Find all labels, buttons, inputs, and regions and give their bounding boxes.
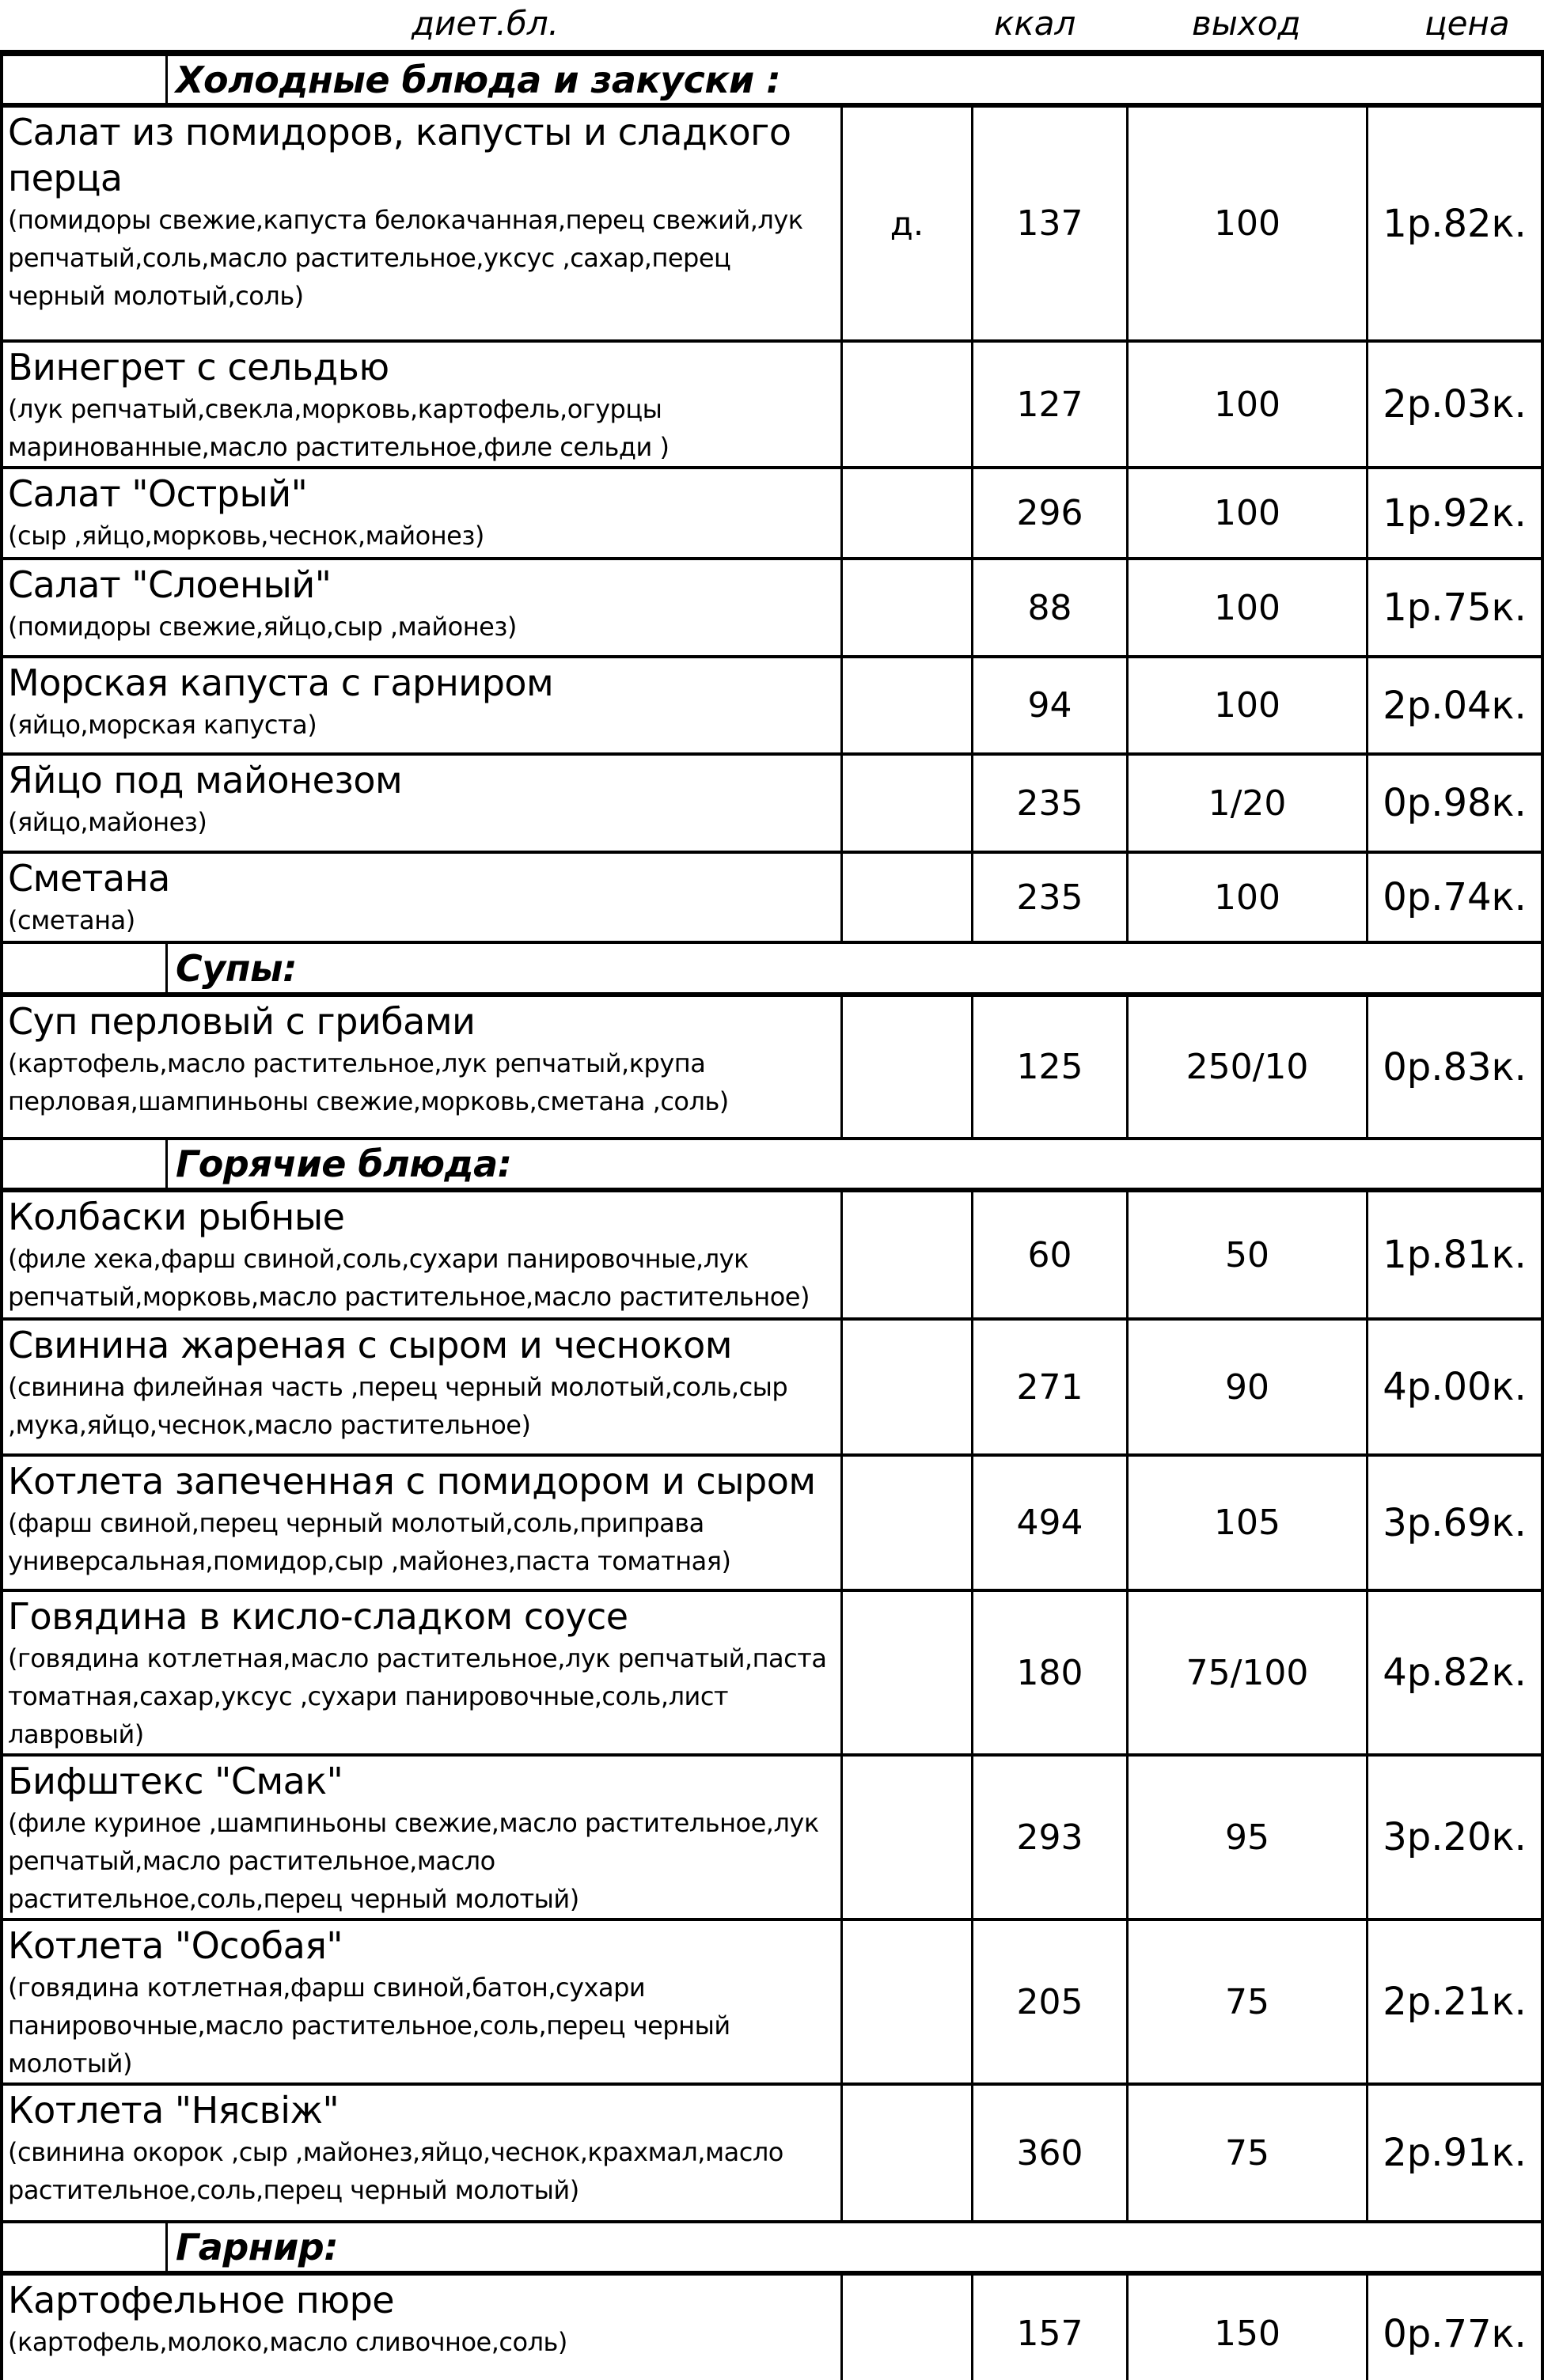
vyhod-cell: 100 (1126, 854, 1366, 941)
vyhod-cell: 100 (1126, 469, 1366, 557)
column-header-vyhod: выход (1192, 4, 1301, 43)
price-cell: 1р.81к. (1366, 1192, 1541, 1317)
dish-row-2 (3, 343, 1541, 469)
section-empty-cell (3, 1140, 165, 1188)
section-title-cold: Холодные блюда и закуски : (165, 56, 1541, 103)
kcal-cell: 94 (971, 658, 1126, 752)
dish-ingredients: (картофель,молоко,масло сливочное,соль) (8, 2327, 567, 2357)
kcal-cell: 88 (971, 560, 1126, 655)
kcal-cell: 205 (971, 1921, 1126, 2082)
vyhod-cell: 95 (1126, 1757, 1366, 1918)
diet-mark-cell (840, 469, 971, 557)
dish-row-5 (3, 658, 1541, 756)
dish-ingredients: (лук репчатый,свекла,морковь,картофель,огурцы маринованные,масло растительное,филе сельди ) (8, 394, 670, 462)
price-cell: 0р.74к. (1366, 854, 1541, 941)
vyhod-cell: 90 (1126, 1321, 1366, 1453)
dish-name: Морская капуста с гарниром (8, 661, 554, 704)
dish-name: Картофельное пюре (8, 2279, 395, 2321)
dish-row-1 (3, 108, 1541, 343)
kcal-cell: 296 (971, 469, 1126, 557)
diet-mark-cell (840, 2276, 971, 2380)
vyhod-cell: 150 (1126, 2276, 1366, 2380)
dish-ingredients: (сыр ,яйцо,морковь,чеснок,майонез) (8, 521, 484, 551)
dish-name: Салат "Острый" (8, 472, 308, 515)
price-cell: 0р.83к. (1366, 997, 1541, 1137)
kcal-cell: 157 (971, 2276, 1126, 2380)
diet-mark-cell (840, 343, 971, 466)
diet-mark-cell (840, 997, 971, 1137)
dish-row-14 (3, 1921, 1541, 2086)
dish-row-12 (3, 1592, 1541, 1757)
kcal-cell: 60 (971, 1192, 1126, 1317)
kcal-cell: 127 (971, 343, 1126, 466)
diet-mark-cell (840, 560, 971, 655)
dish-cell (3, 658, 840, 752)
price-cell: 2р.04к. (1366, 658, 1541, 752)
dish-cell (3, 108, 840, 339)
column-header-kcal: ккал (994, 4, 1076, 43)
diet-mark-cell: д. (840, 108, 971, 339)
dish-row-8 (3, 997, 1541, 1140)
section-empty-cell (3, 944, 165, 992)
diet-mark-cell (840, 1457, 971, 1589)
vyhod-cell: 100 (1126, 658, 1366, 752)
price-cell: 4р.00к. (1366, 1321, 1541, 1453)
dish-name: Суп перловый с грибами (8, 1000, 476, 1043)
kcal-cell: 125 (971, 997, 1126, 1137)
dish-row-15 (3, 2086, 1541, 2223)
vyhod-cell: 100 (1126, 560, 1366, 655)
dish-name: Салат из помидоров, капусты и сладкого перца (8, 111, 791, 199)
diet-mark-cell (840, 1592, 971, 1753)
dish-row-11 (3, 1457, 1541, 1592)
section-row-soups (3, 944, 1541, 997)
dish-ingredients: (свинина филейная часть ,перец черный молотый,соль,сыр ,мука,яйцо,чеснок,масло растительное) (8, 1372, 788, 1440)
dish-cell (3, 469, 840, 557)
vyhod-cell: 75 (1126, 2086, 1366, 2220)
section-row-cold (3, 56, 1541, 108)
dish-ingredients: (помидоры свежие,капуста белокачанная,перец свежий,лук репчатый,соль,масло растительное,уксус ,сахар,перец черный молотый,соль) (8, 205, 803, 311)
dish-name: Колбаски рыбные (8, 1196, 345, 1238)
price-cell: 2р.03к. (1366, 343, 1541, 466)
dish-name: Яйцо под майонезом (8, 759, 403, 802)
vyhod-cell: 75 (1126, 1921, 1366, 2082)
price-cell: 0р.77к. (1366, 2276, 1541, 2380)
diet-mark-cell (840, 1192, 971, 1317)
dish-row-10 (3, 1321, 1541, 1457)
dish-ingredients: (говядина котлетная,фарш свиной,батон,сухари панировочные,масло растительное,соль,перец черный молотый) (8, 1973, 730, 2079)
section-row-hot (3, 1140, 1541, 1192)
section-title-soups: Супы: (165, 944, 1541, 992)
dish-row-16 (3, 2276, 1541, 2380)
kcal-cell: 271 (971, 1321, 1126, 1453)
price-cell: 1р.82к. (1366, 108, 1541, 339)
vyhod-cell: 250/10 (1126, 997, 1366, 1137)
section-empty-cell (3, 2223, 165, 2271)
dish-ingredients: (картофель,масло растительное,лук репчатый,крупа перловая,шампиньоны свежие,морковь,сметана ,соль) (8, 1048, 729, 1116)
price-cell: 2р.91к. (1366, 2086, 1541, 2220)
dish-cell (3, 2086, 840, 2220)
kcal-cell: 235 (971, 756, 1126, 851)
dish-ingredients: (говядина котлетная,масло растительное,лук репчатый,паста томатная,сахар,уксус ,сухари панировочные,соль,лист лавровый) (8, 1643, 827, 1749)
dish-ingredients: (помидоры свежие,яйцо,сыр ,майонез) (8, 612, 517, 642)
vyhod-cell: 1/20 (1126, 756, 1366, 851)
price-cell: 3р.69к. (1366, 1457, 1541, 1589)
vyhod-cell: 75/100 (1126, 1592, 1366, 1753)
diet-mark-cell (840, 1321, 971, 1453)
kcal-cell: 494 (971, 1457, 1126, 1589)
dish-cell (3, 2276, 840, 2380)
dish-row-3 (3, 469, 1541, 560)
dish-cell (3, 1921, 840, 2082)
dish-ingredients: (сметана) (8, 905, 135, 935)
dish-name: Бифштекс "Смак" (8, 1760, 343, 1802)
dish-row-7 (3, 854, 1541, 944)
dish-name: Котлета запеченная с помидором и сыром (8, 1460, 816, 1503)
dish-cell (3, 343, 840, 466)
dish-name: Говядина в кисло-сладком соусе (8, 1595, 628, 1638)
kcal-cell: 180 (971, 1592, 1126, 1753)
dish-row-4 (3, 560, 1541, 658)
kcal-cell: 293 (971, 1757, 1126, 1918)
kcal-cell: 235 (971, 854, 1126, 941)
diet-mark-cell (840, 1921, 971, 2082)
price-cell: 3р.20к. (1366, 1757, 1541, 1918)
price-cell: 2р.21к. (1366, 1921, 1541, 2082)
vyhod-cell: 100 (1126, 108, 1366, 339)
dish-name: Винегрет с сельдью (8, 346, 389, 388)
dish-ingredients: (яйцо,майонез) (8, 807, 207, 837)
diet-mark-cell (840, 2086, 971, 2220)
vyhod-cell: 105 (1126, 1457, 1366, 1589)
kcal-cell: 360 (971, 2086, 1126, 2220)
price-cell: 1р.75к. (1366, 560, 1541, 655)
section-title-garnish: Гарнир: (165, 2223, 1541, 2271)
dish-ingredients: (свинина окорок ,сыр ,майонез,яйцо,чеснок,крахмал,масло растительное,соль,перец черный молотый) (8, 2137, 783, 2205)
column-header-diet: диет.бл. (412, 4, 560, 43)
dish-cell (3, 1192, 840, 1317)
dish-row-13 (3, 1757, 1541, 1921)
section-row-garnish (3, 2223, 1541, 2276)
diet-mark-cell (840, 854, 971, 941)
dish-cell (3, 1757, 840, 1918)
column-header-strip (0, 0, 1544, 50)
dish-ingredients: (яйцо,морская капуста) (8, 710, 317, 740)
price-cell: 0р.98к. (1366, 756, 1541, 851)
vyhod-cell: 100 (1126, 343, 1366, 466)
diet-mark-cell (840, 1757, 971, 1918)
dish-name: Салат "Слоеный" (8, 563, 332, 606)
dish-ingredients: (филе хека,фарш свиной,соль,сухари панировочные,лук репчатый,морковь,масло растительное,масло растительное) (8, 1244, 810, 1312)
dish-name: Котлета "Особая" (8, 1924, 343, 1967)
dish-cell (3, 1457, 840, 1589)
dish-row-9 (3, 1192, 1541, 1321)
dish-name: Свинина жареная с сыром и чесноком (8, 1324, 732, 1366)
column-header-cena: цена (1425, 4, 1510, 43)
dish-ingredients: (филе куриное ,шампиньоны свежие,масло растительное,лук репчатый,масло растительное,масло растительное,соль,перец черный молотый) (8, 1808, 819, 1914)
dish-cell (3, 854, 840, 941)
vyhod-cell: 50 (1126, 1192, 1366, 1317)
kcal-cell: 137 (971, 108, 1126, 339)
dish-ingredients: (фарш свиной,перец черный молотый,соль,приправа универсальная,помидор,сыр ,майонез,паста томатная) (8, 1508, 731, 1576)
section-empty-cell (3, 56, 165, 103)
dish-cell (3, 756, 840, 851)
dish-cell (3, 997, 840, 1137)
diet-mark-cell (840, 756, 971, 851)
dish-cell (3, 1592, 840, 1753)
dish-row-6 (3, 756, 1541, 854)
price-cell: 4р.82к. (1366, 1592, 1541, 1753)
dish-name: Котлета "Нясвіж" (8, 2089, 340, 2132)
dish-name: Сметана (8, 857, 170, 900)
price-cell: 1р.92к. (1366, 469, 1541, 557)
menu-table (0, 50, 1544, 2380)
section-title-hot: Горячие блюда: (165, 1140, 1541, 1188)
dish-cell (3, 1321, 840, 1453)
dish-cell (3, 560, 840, 655)
diet-mark-cell (840, 658, 971, 752)
